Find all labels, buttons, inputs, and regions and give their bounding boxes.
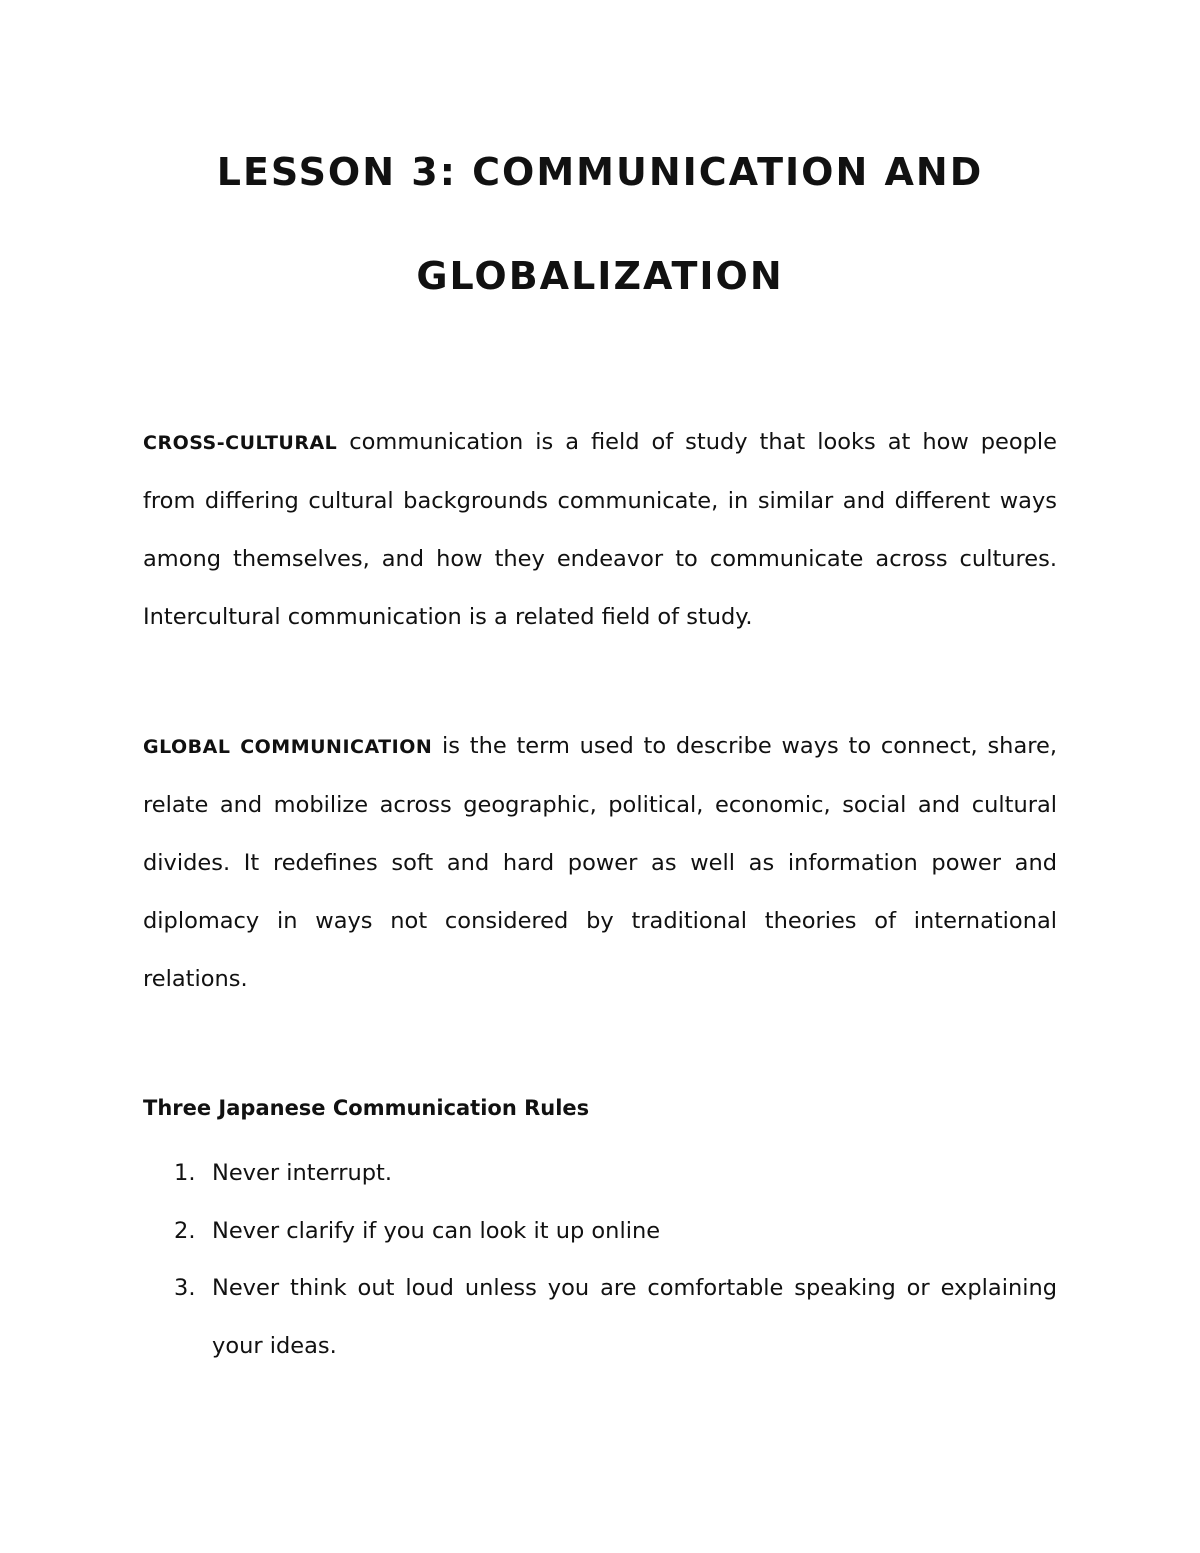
- cross-cultural-term: CROSS-CULTURAL: [143, 432, 338, 454]
- list-item: [143, 1145, 1057, 1203]
- list-item-number: 1.: [174, 1160, 196, 1186]
- rules-heading: Three Japanese Communication Rules: [143, 1096, 590, 1120]
- list-item-number: 3.: [174, 1275, 196, 1301]
- cross-cultural-definition: communication is a field of study that looks at how people from differing cultural backgrounds communicate, in similar and different ways among themselves, and how they endeavor to communicate across cultures. Intercultural communication is a related field of study.: [143, 429, 1057, 630]
- list-item-number: 2.: [174, 1217, 196, 1244]
- page-title-line-2: GLOBALIZATION: [416, 254, 784, 298]
- page-title-line-1: LESSON 3: COMMUNICATION AND: [216, 150, 984, 194]
- global-communication-paragraph: [143, 717, 1057, 1008]
- list-item-text: Never think out loud unless you are comfortable speaking or explaining your ideas.: [212, 1275, 1057, 1359]
- global-communication-definition: is the term used to describe ways to connect, share, relate and mobilize across geographic, political, economic, social and cultural divides. It redefines soft and hard power as well as information power and diplomacy in ways not considered by traditional theories of international relations.: [143, 733, 1057, 992]
- list-item: [143, 1203, 1057, 1261]
- list-item-text: Never clarify if you can look it up online: [212, 1217, 661, 1244]
- list-item: [143, 1260, 1057, 1375]
- cross-cultural-paragraph: [143, 413, 1057, 646]
- global-communication-term: GLOBAL COMMUNICATION: [143, 736, 433, 758]
- list-item-text: Never interrupt.: [212, 1160, 393, 1186]
- rules-list: [143, 1145, 1057, 1375]
